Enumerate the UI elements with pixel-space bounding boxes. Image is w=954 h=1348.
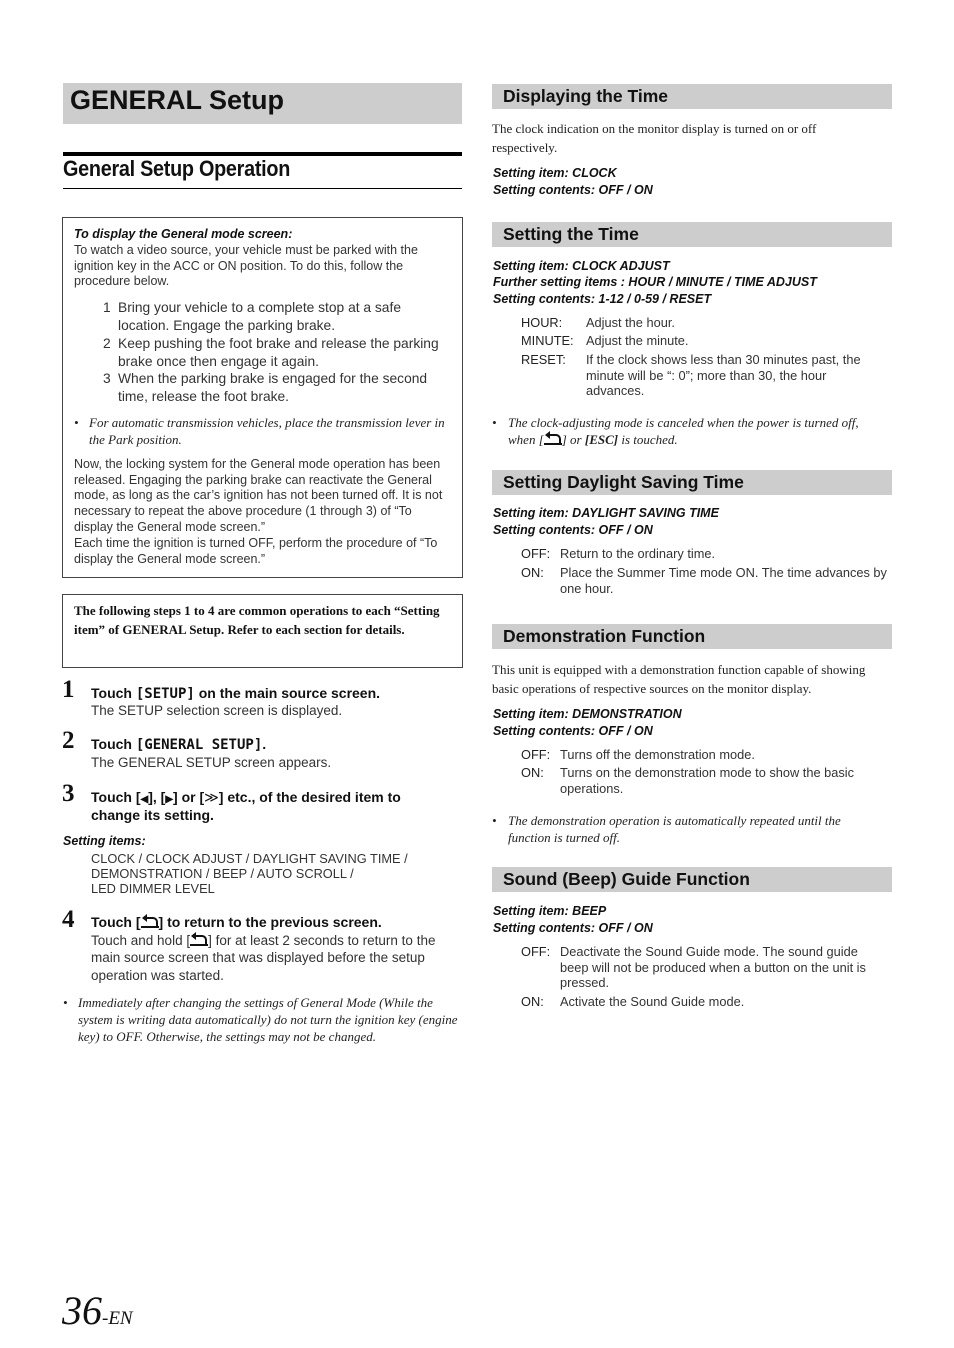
heading-beep: Sound (Beep) Guide Function — [503, 869, 750, 889]
page-title: GENERAL Setup — [70, 85, 285, 115]
step-number: 4 — [62, 906, 75, 933]
step-body: main source screen that was displayed before the setup — [91, 950, 425, 965]
step-number: 2 — [62, 727, 75, 754]
step-heading: Touch [◀], [▶] or [≫] etc., of the desired item to — [91, 789, 401, 805]
box-intro: To watch a video source, your vehicle must be parked with the ignition key in the ACC or ON position. To do this, follow the procedure below. — [74, 243, 418, 289]
setting-items-line: DEMONSTRATION / BEEP / AUTO SCROLL / — [91, 866, 354, 881]
clock-note: The clock-adjusting mode is canceled when the power is turned off, when [ ] or [ESC] is touched. — [508, 415, 859, 447]
step-number: 1 — [62, 676, 75, 703]
option-desc: Turns off the demonstration mode. — [560, 747, 755, 762]
option-label: OFF: — [521, 747, 551, 762]
setting-contents: Setting contents: OFF / ON — [493, 724, 653, 738]
option-desc: Return to the ordinary time. — [560, 546, 716, 561]
setting-item: Setting item: CLOCK — [493, 166, 617, 180]
description: This unit is equipped with a demonstration function capable of showing basic operations of respective sources on the monitor display. — [492, 662, 866, 696]
procedure-step-text: When the parking brake is engaged for the second time, release the foot brake. — [118, 371, 428, 404]
option-label: ON: — [521, 765, 544, 780]
setting-contents: Setting contents: OFF / ON — [493, 921, 653, 935]
right-arrow-icon: ▶ — [165, 794, 174, 805]
option-desc: Place the Summer Time mode ON. The time advances by one hour. — [560, 565, 887, 596]
box-paragraph: Now, the locking system for the General mode operation has been released. Engaging the parking brake can reactivate the General mode, as long as the car’s ignition has not been turned off. It is not necessary to repeat the above procedure (1 through 3) of “To display the General mode screen.” — [74, 457, 443, 534]
setting-contents: Setting contents: 1-12 / 0-59 / RESET — [493, 292, 712, 306]
option-desc: Adjust the minute. — [586, 333, 689, 348]
bullet: • — [74, 415, 79, 430]
heading-demonstration: Demonstration Function — [503, 626, 706, 646]
option-label: RESET: — [521, 352, 566, 367]
heading-bar — [492, 84, 892, 109]
option-label: MINUTE: — [521, 333, 574, 348]
common-steps-box — [62, 594, 463, 668]
bullet: • — [492, 813, 497, 828]
demo-note: The demonstration operation is automatically repeated until the function is turned off. — [508, 813, 841, 845]
setting-contents: Setting contents: OFF / ON — [493, 183, 653, 197]
setting-item: Setting item: BEEP — [493, 904, 607, 918]
bullet: • — [63, 995, 68, 1010]
step-heading: Touch [ ] to return to the previous screen. — [91, 914, 382, 930]
bullet: • — [492, 415, 497, 430]
step-body: The GENERAL SETUP screen appears. — [91, 755, 332, 770]
option-desc: Turns on the demonstration mode to show the basic operations. — [560, 765, 855, 796]
option-label: ON: — [521, 565, 544, 580]
step-heading: Touch [GENERAL SETUP]. — [91, 736, 267, 753]
procedure-step-num: 3 — [103, 371, 111, 386]
step-number: 3 — [62, 780, 75, 807]
page-title-bar — [63, 83, 462, 124]
step-body: The SETUP selection screen is displayed. — [91, 703, 343, 718]
section-rule-bottom — [63, 188, 462, 189]
heading-bar — [492, 470, 892, 495]
common-steps-text: The following steps 1 to 4 are common operations to each “Setting item” of GENERAL Setup. Refer to each section for details. — [74, 603, 440, 637]
heading-bar — [492, 222, 892, 247]
setting-contents: Setting contents: OFF / ON — [493, 523, 653, 537]
box-paragraph: Each time the ignition is turned OFF, perform the procedure of “To display the General mode screen.” — [74, 536, 438, 566]
general-setup-key: [GENERAL SETUP] — [135, 737, 263, 753]
return-icon — [190, 933, 208, 946]
procedure-step-text: Bring your vehicle to a complete stop at a safe location. Engage the parking brake. — [118, 300, 401, 333]
step-heading: Touch [SETUP] on the main source screen. — [91, 685, 381, 702]
procedure-step-num: 2 — [103, 336, 111, 351]
setting-items-line: CLOCK / CLOCK ADJUST / DAYLIGHT SAVING TIME / — [91, 851, 408, 866]
setup-key: [SETUP] — [135, 686, 195, 702]
option-label: OFF: — [521, 546, 551, 561]
box-note: For automatic transmission vehicles, place the transmission lever in the Park position. — [89, 415, 445, 447]
heading-displaying-time: Displaying the Time — [503, 86, 668, 106]
heading-bar — [492, 867, 892, 892]
final-note: Immediately after changing the settings of General Mode (While the system is writing data automatically) do not turn the ignition key (engine key) to OFF. Otherwise, the settings may not be changed. — [78, 995, 458, 1044]
setting-item: Setting item: DAYLIGHT SAVING TIME — [493, 506, 719, 520]
left-arrow-icon: ◀ — [140, 794, 149, 805]
step-heading-cont: change its setting. — [91, 807, 214, 823]
option-desc: Adjust the hour. — [586, 315, 675, 330]
section-title: General Setup Operation — [63, 156, 291, 181]
setting-item: Setting item: CLOCK ADJUST — [493, 259, 670, 273]
return-icon — [141, 915, 159, 928]
page-number: 36-EN — [62, 1288, 133, 1333]
procedure-step-text: Keep pushing the foot brake and release the parking brake once then engage it again. — [118, 336, 439, 369]
description: The clock indication on the monitor display is turned on or off respectively. — [492, 121, 817, 155]
procedure-step-num: 1 — [103, 300, 111, 315]
option-desc: Deactivate the Sound Guide mode. The sound guide beep will not be produced when a button on the unit is pressed. — [560, 944, 866, 991]
setting-item: Setting item: DEMONSTRATION — [493, 707, 682, 721]
double-arrow-icon: ≫ — [204, 789, 219, 805]
heading-setting-time: Setting the Time — [503, 224, 639, 244]
general-mode-info-box — [62, 217, 463, 578]
option-desc: If the clock shows less than 30 minutes past, the minute will be “: 0”; more than 30, the hour advances. — [586, 352, 861, 399]
heading-bar — [492, 624, 892, 649]
option-desc: Activate the Sound Guide mode. — [560, 994, 745, 1009]
option-label: OFF: — [521, 944, 551, 959]
option-label: HOUR: — [521, 315, 563, 330]
setting-items-line: LED DIMMER LEVEL — [91, 881, 215, 896]
heading-daylight: Setting Daylight Saving Time — [503, 472, 744, 492]
step-body: Touch and hold [ ] for at least 2 seconds to return to the — [91, 933, 436, 948]
setting-items-label: Setting items: — [63, 834, 146, 848]
step-body: operation was started. — [91, 968, 224, 983]
option-label: ON: — [521, 994, 544, 1009]
box-heading: To display the General mode screen: — [74, 227, 293, 241]
further-setting-items: Further setting items : HOUR / MINUTE / TIME ADJUST — [493, 275, 817, 289]
return-icon — [544, 432, 562, 445]
